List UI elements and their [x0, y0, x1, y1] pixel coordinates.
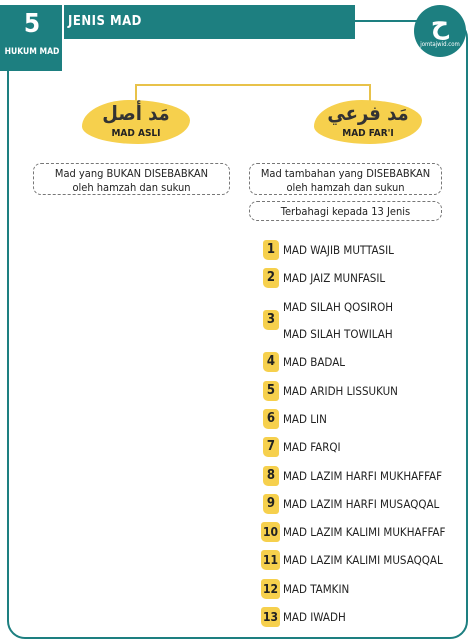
mad-asli-desc-line1: Mad yang BUKAN DISEBABKAN — [54, 167, 209, 180]
item-number: 2 — [263, 268, 279, 288]
item-label: MAD TAMKIN — [283, 582, 350, 596]
item-number: 11 — [261, 550, 280, 570]
item-number: 9 — [263, 494, 279, 514]
item-number: 8 — [263, 466, 279, 486]
item-label: MAD LAZIM HARFI MUKHAFFAF — [283, 469, 443, 483]
item-number: 10 — [261, 522, 280, 542]
item-number: 7 — [263, 437, 279, 457]
item-number: 12 — [261, 579, 280, 599]
item-number: 13 — [261, 607, 280, 627]
item-label: MAD LIN — [283, 412, 327, 426]
item-label: MAD LAZIM HARFI MUSAQQAL — [283, 497, 440, 511]
item-label: MAD FARQI — [283, 440, 341, 454]
item-number: 3 — [263, 310, 279, 330]
mad-fari-arabic: مَد فرعي — [327, 101, 409, 125]
item-label: MAD LAZIM KALIMI MUSAQQAL — [283, 553, 443, 567]
connector-top — [135, 84, 371, 86]
logo-glyph: ح — [430, 7, 450, 40]
mad-fari-description — [249, 163, 442, 195]
mad-asli-node — [82, 100, 190, 144]
mad-asli-arabic: مَد أصل — [102, 101, 170, 125]
item-number: 1 — [263, 240, 279, 260]
item-label: MAD JAIZ MUNFASIL — [283, 271, 386, 285]
item-label: MAD SILAH TOWILAH — [283, 327, 393, 341]
section-badge — [0, 5, 64, 71]
item-label: MAD LAZIM KALIMI MUKHAFFAF — [283, 525, 446, 539]
mad-fari-desc-line1: Mad tambahan yang DISEBABKAN — [260, 167, 431, 180]
mad-asli-description — [33, 163, 230, 195]
item-label: MAD WAJIB MUTTASIL — [283, 243, 394, 257]
item-label: MAD BADAL — [283, 355, 346, 369]
mad-fari-desc-line2: oleh hamzah dan sukun — [286, 181, 405, 194]
mad-fari-node — [314, 100, 422, 144]
item-number: 6 — [263, 409, 279, 429]
item-label: MAD ARIDH LISSUKUN — [283, 384, 398, 398]
mad-asli-label: MAD ASLI — [111, 128, 161, 139]
item-label: MAD IWADH — [283, 610, 346, 624]
mad-fari-label: MAD FAR'I — [342, 128, 394, 139]
mad-fari-subtitle — [249, 201, 442, 221]
item-label: MAD SILAH QOSIROH — [283, 300, 394, 314]
section-number: 5 — [23, 9, 41, 39]
logo — [414, 5, 466, 57]
page-title: JENIS MAD — [68, 14, 142, 29]
mad-asli-desc-line2: oleh hamzah dan sukun — [72, 181, 191, 194]
item-number: 5 — [263, 381, 279, 401]
item-number: 4 — [263, 352, 279, 372]
section-label: HUKUM MAD — [4, 47, 60, 57]
logo-url: jomtajwid.com — [420, 41, 460, 48]
mad-fari-subtitle-text: Terbahagi kepada 13 Jenis — [280, 205, 411, 218]
